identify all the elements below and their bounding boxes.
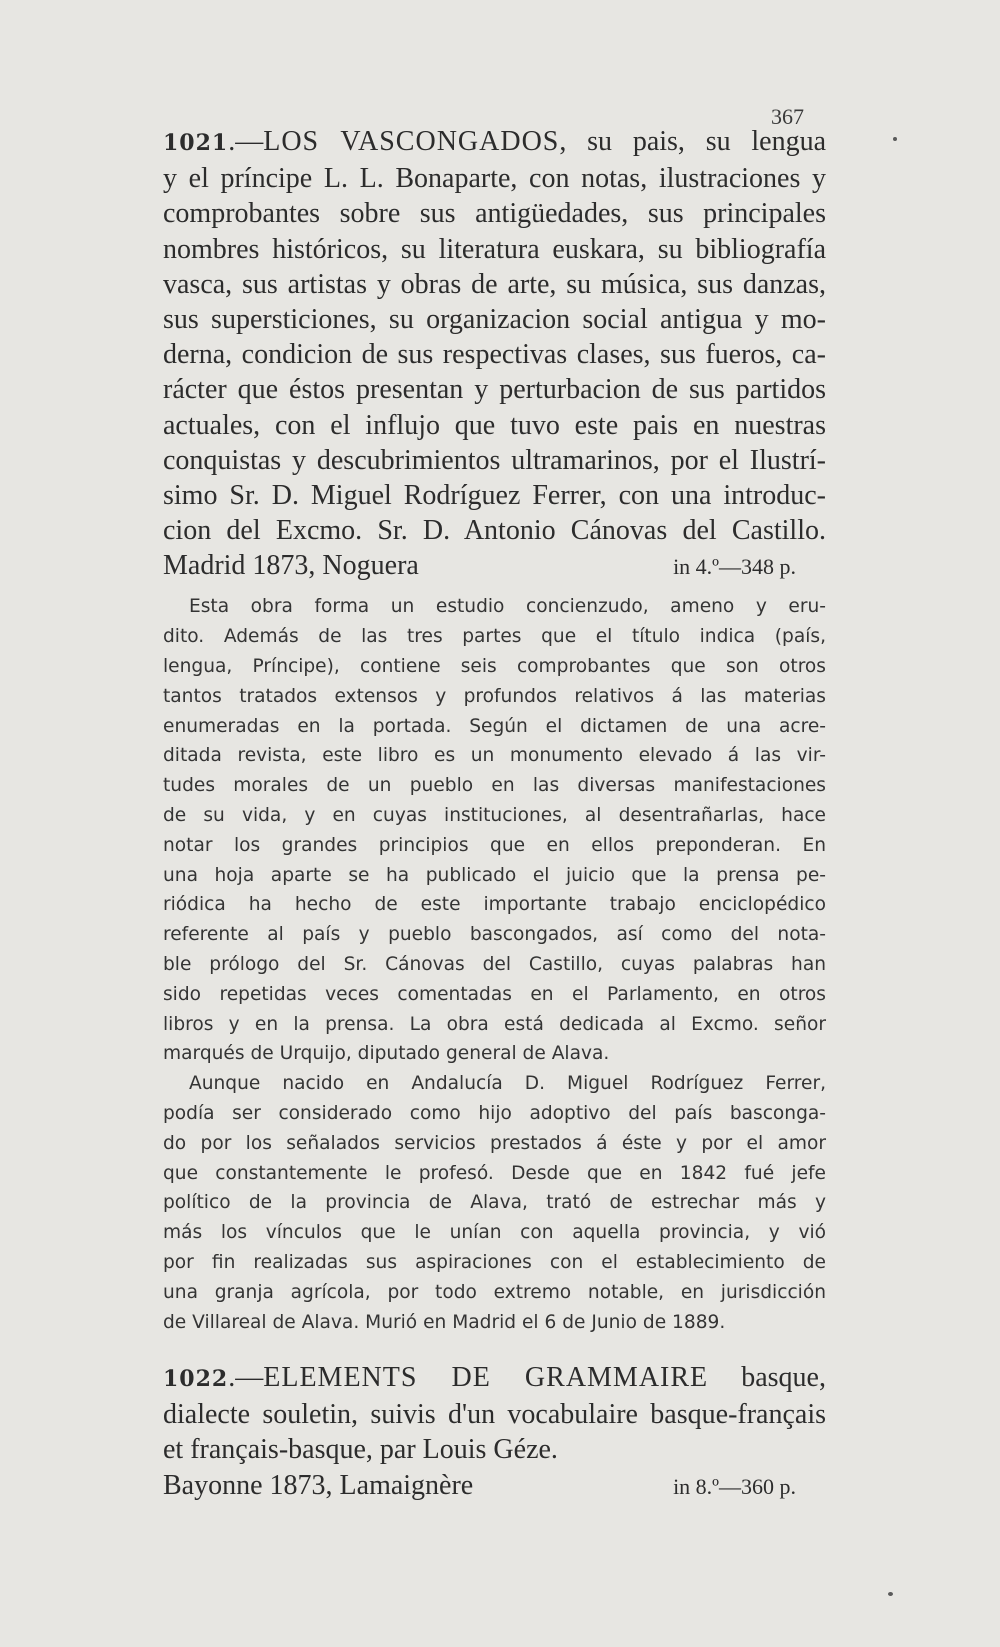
imprint-line — [163, 1468, 826, 1504]
imprint: Madrid 1873, Noguera — [163, 550, 419, 582]
title-line: sus supersticiones, su organizacion social antigua y mo- — [163, 304, 826, 336]
commentary-line: referente al país y pueblo bascongados, así como del nota- — [163, 924, 826, 946]
commentary-line: notar los grandes principios que en ellos preponderan. En — [163, 834, 826, 856]
title-caps: LOS VASCONGADOS — [263, 126, 560, 157]
title-line: cion del Excmo. Sr. D. Antonio Cánovas del Castillo. — [163, 515, 826, 547]
title-line: rácter que éstos presentan y perturbacion de sus partidos — [163, 374, 826, 406]
commentary-line: podía ser considerado como hijo adoptivo del país basconga- — [163, 1102, 826, 1124]
commentary-line: tudes morales de un pueblo en las diversas manifestaciones — [163, 775, 826, 797]
entry-title — [163, 124, 826, 548]
title-line: actuales, con el influjo que tuvo este pais en nuestras — [163, 409, 826, 441]
commentary-line: ditada revista, este libro es un monumento elevado á las vir- — [163, 745, 826, 767]
commentary-line: una granja agrícola, por todo extremo notable, en jurisdicción — [163, 1281, 826, 1303]
title-line: 1022.—ELEMENTS DE GRAMMAIRE basque, — [163, 1362, 826, 1393]
commentary-line: enumeradas en la portada. Según el dictamen de una acre- — [163, 715, 826, 737]
title-line: vasca, sus artistas y obras de arte, su música, sus danzas, — [163, 268, 826, 300]
paper-speck — [888, 1592, 893, 1596]
commentary-line: ble prólogo del Sr. Cánovas del Castillo, cuyas palabras han — [163, 954, 826, 975]
commentary-line: por fin realizadas sus aspiraciones con el establecimiento de — [163, 1251, 826, 1273]
format-pages: in 8.º—360 p. — [673, 1473, 796, 1499]
title-line: dialecte souletin, suivis d'un vocabulaire basque-français — [163, 1399, 826, 1431]
title-line: simo Sr. D. Miguel Rodríguez Ferrer, con una introduc- — [163, 480, 826, 512]
commentary-line: sido repetidas veces comentadas en el Parlamento, en otros — [163, 983, 826, 1005]
commentary-line: más los vínculos que le unían con aquella provincia, y vió — [163, 1222, 826, 1244]
commentary-line: do por los señalados servicios prestados á éste y por el amor — [163, 1132, 826, 1154]
entry-title — [163, 1360, 826, 1468]
title-line: y el príncipe L. L. Bonaparte, con notas, ilustraciones y — [163, 163, 826, 195]
entry-commentary — [163, 592, 826, 1337]
title-line: 1021.—LOS VASCONGADOS, su pais, su lengua — [163, 126, 826, 157]
bibliography-entry-1021 — [163, 124, 826, 1337]
commentary-line: tantos tratados extensos y profundos relativos á las materias — [163, 685, 826, 707]
commentary-line: libros y en la prensa. La obra está dedicada al Excmo. señor — [163, 1013, 826, 1035]
commentary-line: político de la provincia de Alava, trató de estrechar más y — [163, 1192, 826, 1214]
commentary-line: que constantemente le profesó. Desde que en 1842 fué jefe — [163, 1162, 826, 1184]
imprint-line — [163, 548, 826, 584]
commentary-line: marqués de Urquijo, diputado general de Alava. — [163, 1043, 610, 1065]
title-line: conquistas y descubrimientos ultramarinos, por el Ilustrí- — [163, 444, 826, 476]
commentary-line: dito. Además de las tres partes que el título indica (país, — [163, 626, 826, 648]
title-line: nombres históricos, su literatura euskara, su bibliografía — [163, 233, 826, 265]
bibliography-entry-1022 — [163, 1360, 826, 1504]
commentary-line: de Villareal de Alava. Murió en Madrid el 6 de Junio de 1889. — [163, 1311, 726, 1333]
entry-number: 1022 — [163, 1366, 229, 1392]
title-line: derna, condicion de sus respectivas clases, sus fueros, ca- — [163, 339, 826, 371]
commentary-line: riódica ha hecho de este importante trabajo enciclopédico — [163, 894, 826, 916]
commentary-line: Esta obra forma un estudio concienzudo, ameno y eru- — [189, 596, 826, 618]
title-line: et français-basque, par Louis Géze. — [163, 1434, 558, 1466]
entry-number: 1021 — [163, 130, 229, 156]
title-line: comprobantes sobre sus antigüedades, sus principales — [163, 198, 826, 230]
commentary-line: Aunque nacido en Andalucía D. Miguel Rodríguez Ferrer, — [189, 1073, 826, 1095]
commentary-line: lengua, Príncipe), contiene seis comprobantes que son otros — [163, 656, 826, 678]
commentary-line: de su vida, y en cuyas instituciones, al desentrañarlas, hace — [163, 805, 826, 827]
commentary-line: una hoja aparte se ha publicado el juicio que la prensa pe- — [163, 864, 826, 886]
format-pages: in 4.º—348 p. — [673, 554, 796, 580]
title-caps: ELEMENTS DE GRAMMAIRE — [263, 1362, 709, 1393]
page-number: 367 — [771, 104, 804, 129]
paper-speck — [893, 137, 897, 141]
imprint: Bayonne 1873, Lamaignère — [163, 1469, 474, 1501]
